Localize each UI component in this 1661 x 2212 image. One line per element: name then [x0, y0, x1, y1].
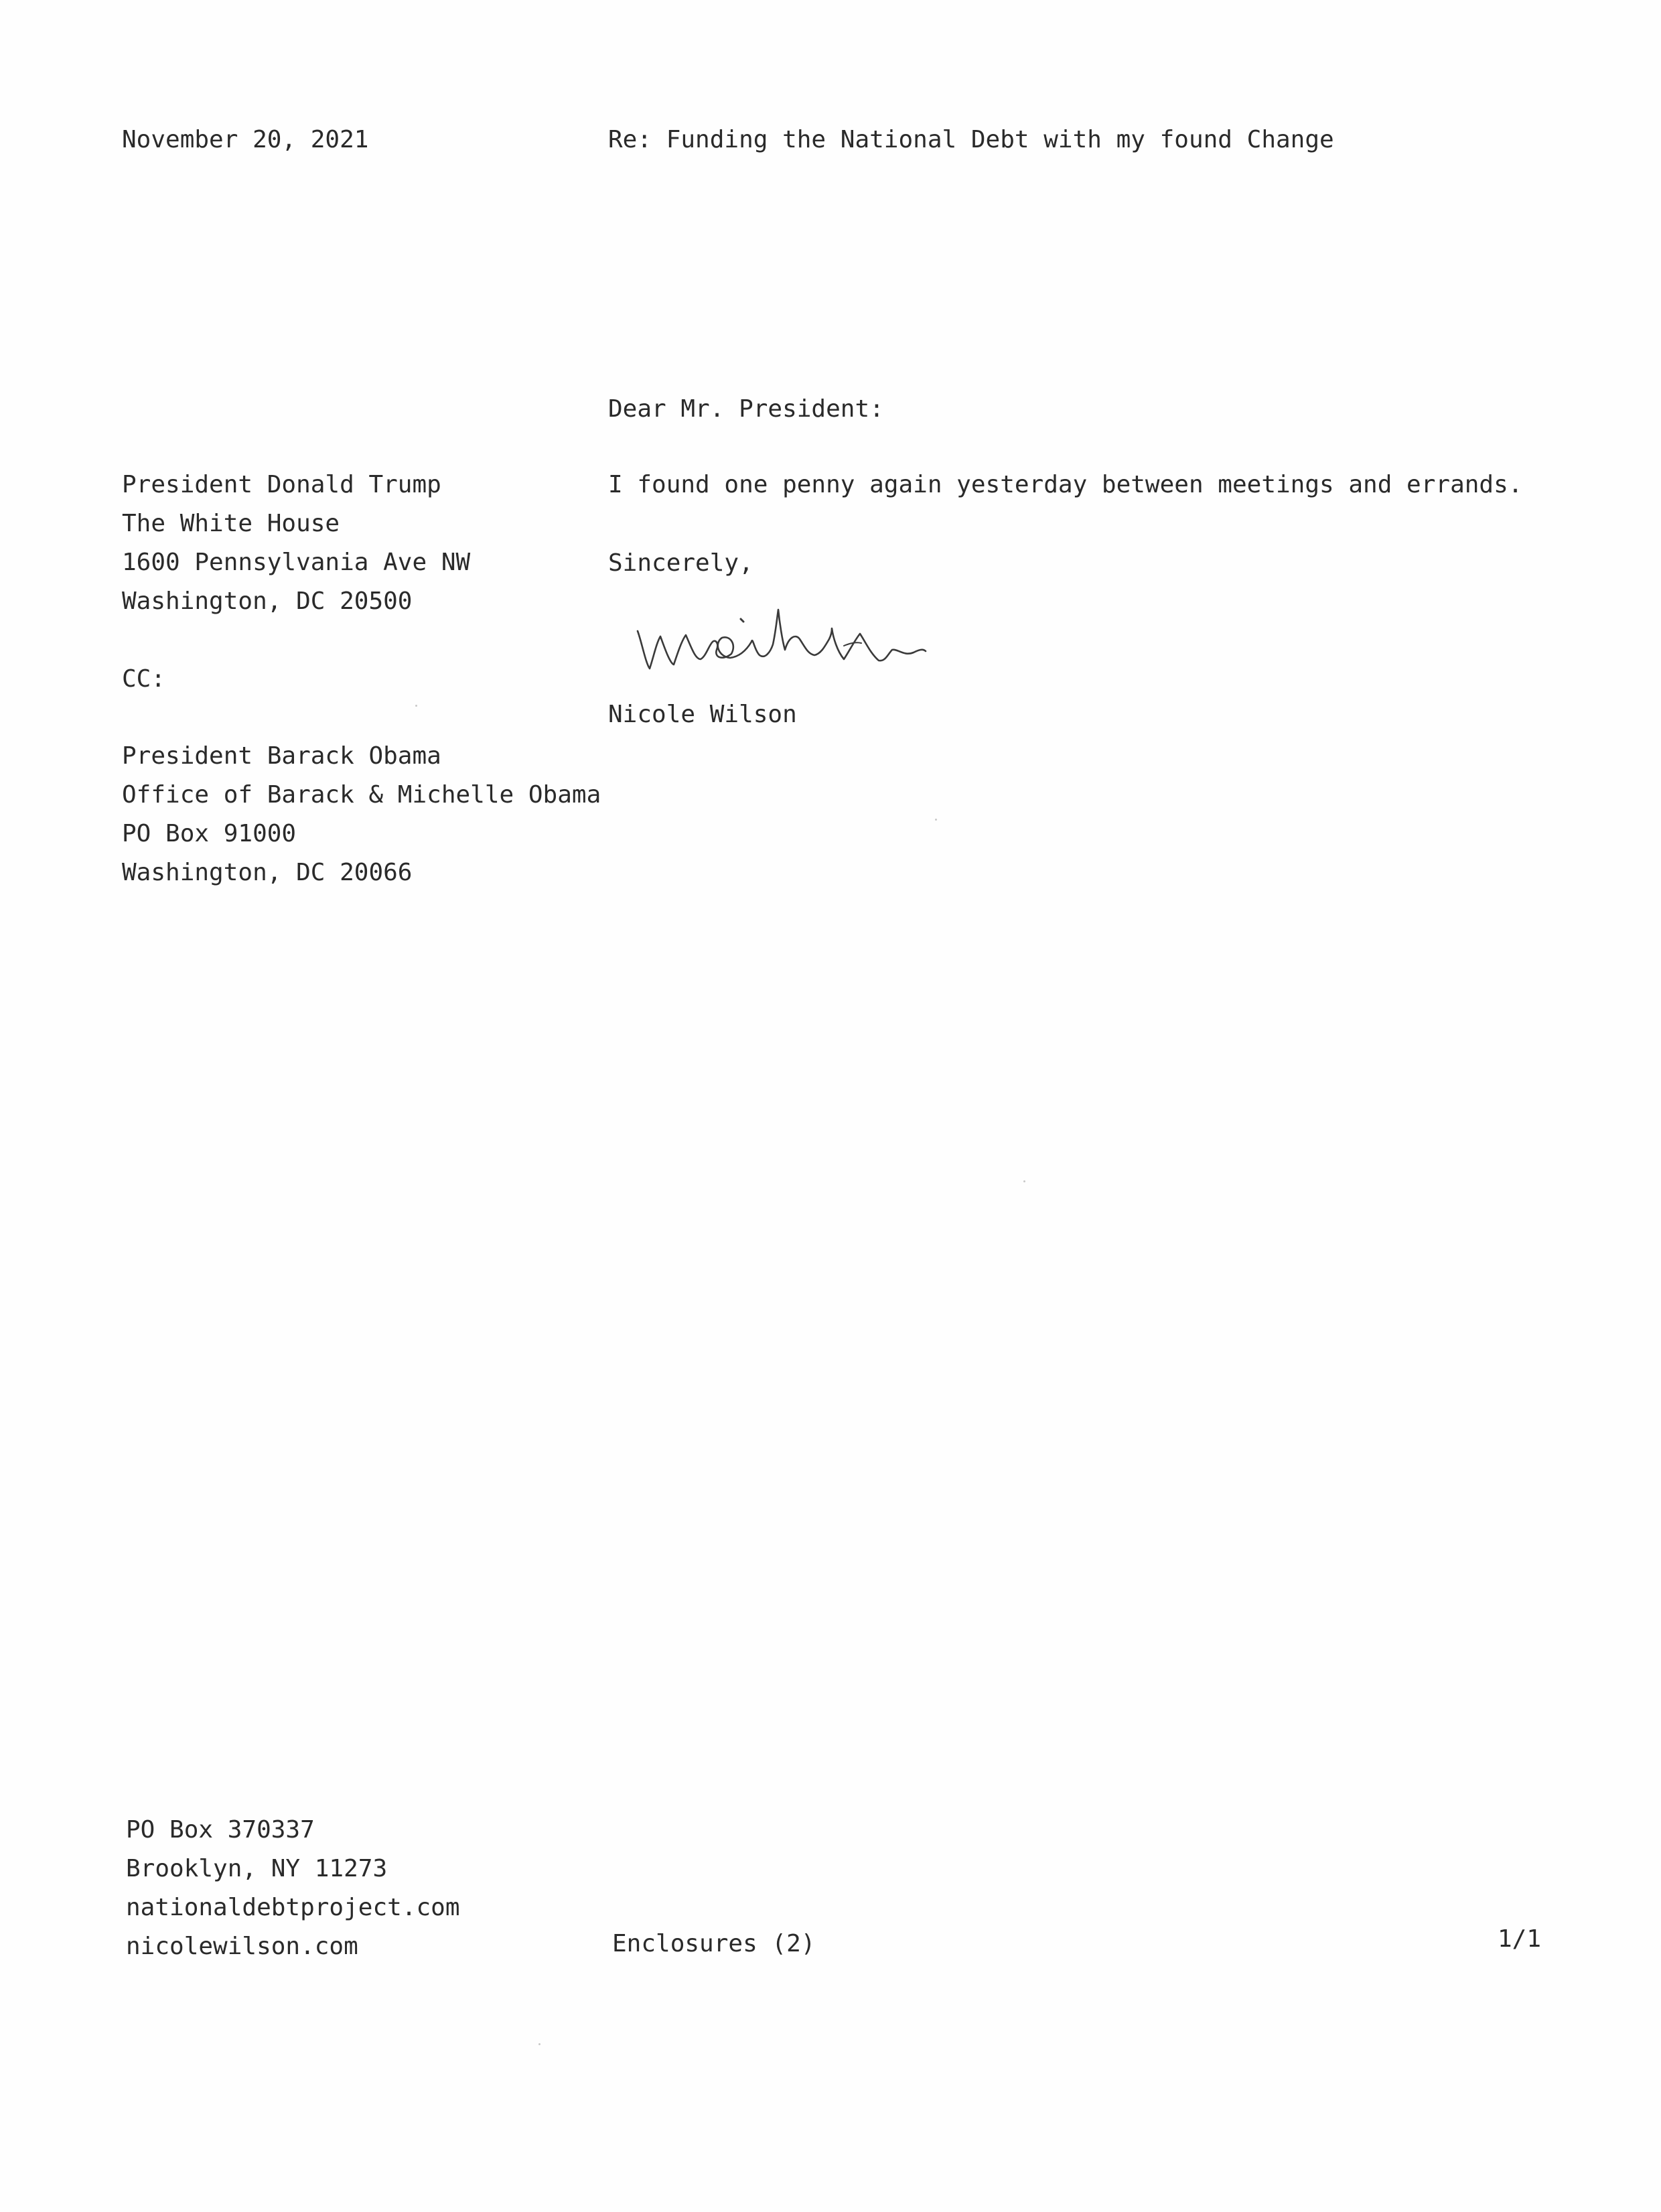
paper-speck [415, 705, 417, 707]
page-number: 1/1 [1498, 1925, 1542, 1953]
letter-date: November 20, 2021 [122, 126, 369, 153]
footer-website-link: nationaldebtproject.com [126, 1894, 460, 1921]
cc-line: PO Box 91000 [122, 820, 297, 847]
footer-address [126, 1811, 460, 1966]
footer-address-line: PO Box 370337 [126, 1816, 315, 1844]
recipient-address [122, 466, 470, 621]
recipient-line: The White House [122, 510, 340, 537]
paper-speck [1023, 1180, 1025, 1182]
cc-label: CC: [122, 665, 166, 693]
recipient-line: President Donald Trump [122, 471, 441, 498]
letter-subject: Re: Funding the National Debt with my found Change [608, 126, 1334, 153]
salutation: Dear Mr. President: [608, 395, 884, 423]
sender-name: Nicole Wilson [608, 701, 797, 728]
recipient-line: Washington, DC 20500 [122, 587, 413, 615]
recipient-line: 1600 Pennsylvania Ave NW [122, 549, 471, 576]
cc-address [122, 737, 601, 892]
paper-speck [935, 819, 937, 821]
cc-line: Washington, DC 20066 [122, 859, 413, 886]
handwritten-signature [630, 590, 978, 690]
paper-speck [538, 2043, 540, 2045]
footer-address-line: Brooklyn, NY 11273 [126, 1855, 388, 1882]
cc-line: Office of Barack & Michelle Obama [122, 781, 601, 809]
footer-website-link: nicolewilson.com [126, 1933, 358, 1960]
closing: Sincerely, [608, 549, 753, 577]
cc-line: President Barack Obama [122, 742, 441, 770]
enclosures-note: Enclosures (2) [612, 1930, 816, 1957]
letter-body: I found one penny again yesterday between meetings and errands. [608, 471, 1523, 498]
